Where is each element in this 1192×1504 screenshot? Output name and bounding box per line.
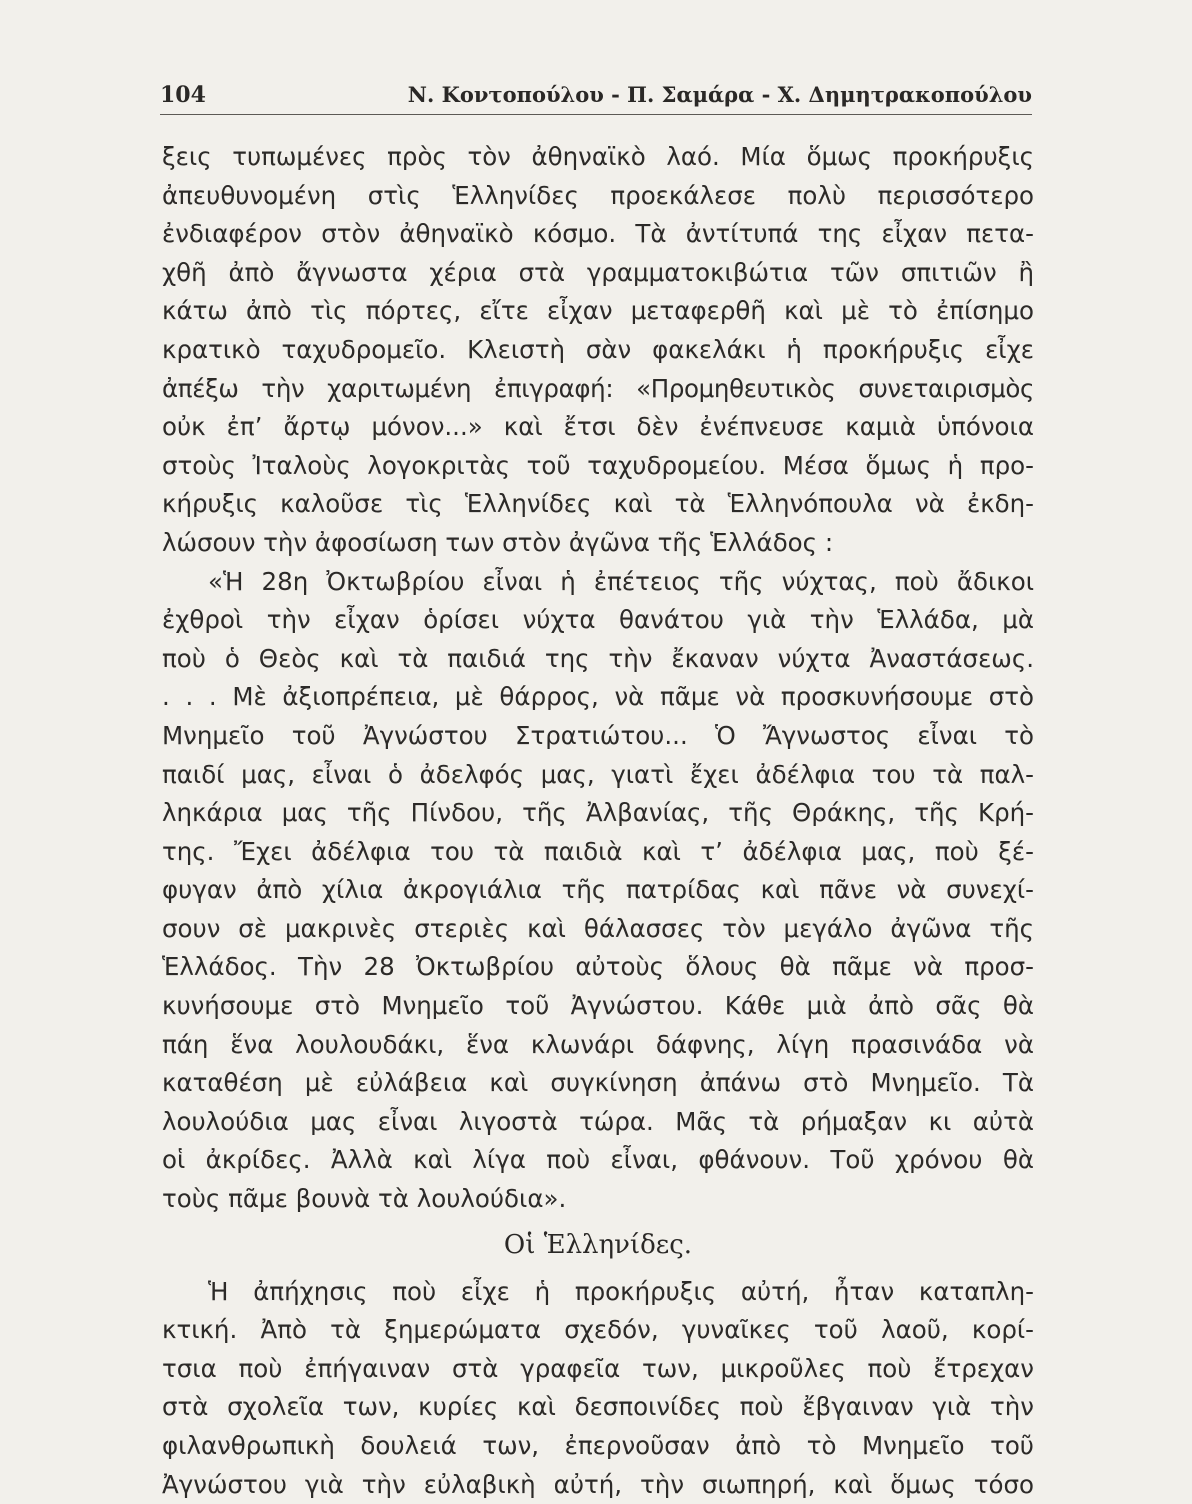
text-line: πάη ἕνα λουλουδάκι, ἕνα κλωνάρι δάφνης, λίγη πρασινάδα νὰ [162,1029,1034,1059]
text-line: σουν σὲ μακρινὲς στεριὲς καὶ θάλασσες τὸν μεγάλο ἀγῶνα τῆς [162,913,1034,943]
text-line: στοὺς Ἰταλοὺς λογοκριτὰς τοῦ ταχυδρομείου. Μέσα ὅμως ἡ προ- [162,450,1034,480]
text-line: Ἡ ἀπήχησις ποὺ εἶχε ἡ προκήρυξις αὐτή, ἦταν καταπλη- [208,1276,1034,1306]
text-line: κάτω ἀπὸ τὶς πόρτες, εἴτε εἶχαν μεταφερθῆ καὶ μὲ τὸ ἐπίσημο [162,296,1034,326]
proclamation-quote [162,563,1034,1219]
running-head-authors: Ν. Κοντοπούλου - Π. Σαμάρα - Χ. Δημητρακοπούλου [407,82,1032,107]
page-number: 104 [160,82,206,108]
text-line: ξεις τυπωμένες πρὸς τὸν ἀθηναϊκὸ λαό. Μία ὅμως προκήρυξις [162,142,1034,171]
text-line: οἱ ἀκρίδες. Ἀλλὰ καὶ λίγα ποὺ εἶναι, φθάνουν. Τοῦ χρόνου θὰ [162,1145,1034,1175]
text-line: ἀπέξω τὴν χαριτωμένη ἐπιγραφή: «Προμηθευτικὸς συνεταιρισμὸς [162,373,1034,403]
text-line: ἀπευθυνομένη στὶς Ἑλληνίδες προεκάλεσε πολὺ περισσότερο [162,180,1034,210]
text-line: «Ἡ 28η Ὀκτωβρίου εἶναι ἡ ἐπέτειος τῆς νύχτας, ποὺ ἄδικοι [208,566,1034,596]
paragraph-response [162,1273,1034,1504]
text-line: ἐχθροὶ τὴν εἶχαν ὁρίσει νύχτα θανάτου γιὰ τὴν Ἑλλάδα, μὰ [162,605,1034,635]
text-line: φιλανθρωπικὴ δουλειά των, ἐπερνοῦσαν ἀπὸ τὸ Μνημεῖο τοῦ [162,1431,1034,1460]
text-line: Ἀγνώστου γιὰ τὴν εὐλαβικὴ αὐτή, τὴν σιωπηρή, καὶ ὅμως τόσο [162,1469,1034,1499]
text-line: Μνημεῖο τοῦ Ἀγνώστου Στρατιώτου... Ὁ Ἄγνωστος εἶναι τὸ [162,720,1034,750]
text-line: κρατικὸ ταχυδρομεῖο. Κλειστὴ σὰν φακελάκι ἡ προκήρυξις εἶχε [162,334,1034,364]
text-line: στὰ σχολεῖα των, κυρίες καὶ δεσποινίδες ποὺ ἔβγαιναν γιὰ τὴν [162,1392,1034,1422]
text-line: λώσουν τὴν ἀφοσίωση των στὸν ἀγῶνα τῆς Ἑλλάδος : [162,527,834,557]
text-line: φυγαν ἀπὸ χίλια ἀκρογιάλια τῆς πατρίδας καὶ πᾶνε νὰ συνεχί- [162,875,1034,905]
text-line: ποὺ ὁ Θεὸς καὶ τὰ παιδιά της τὴν ἔκαναν νύχτα Ἀναστάσεως. [162,643,1034,673]
text-line: παιδί μας, εἶναι ὁ ἀδελφός μας, γιατὶ ἔχει ἀδέλφια του τὰ παλ- [162,759,1034,789]
text-line: της. Ἔχει ἀδέλφια του τὰ παιδιὰ καὶ τ’ ἀδέλφια μας, ποὺ ξέ- [162,836,1034,866]
text-line: . . . Μὲ ἀξιοπρέπεια, μὲ θάρρος, νὰ πᾶμε νὰ προσκυνήσουμε στὸ [162,682,1034,712]
text-line: κυνήσουμε στὸ Μνημεῖο τοῦ Ἀγνώστου. Κάθε μιὰ ἀπὸ σᾶς θὰ [162,991,1034,1021]
section-heading: Οἱ Ἑλληνίδες. [503,1229,693,1260]
text-line: τσια ποὺ ἐπήγαιναν στὰ γραφεῖα των, μικροῦλες ποὺ ἔτρεχαν [162,1353,1034,1383]
page-body [162,138,1034,1504]
text-line: κτική. Ἀπὸ τὰ ξημερώματα σχεδόν, γυναῖκες τοῦ λαοῦ, κορί- [162,1315,1034,1345]
page-header [160,80,1032,115]
text-line: ληκάρια μας τῆς Πίνδου, τῆς Ἀλβανίας, τῆς Θράκης, τῆς Κρή- [162,798,1034,828]
text-line: οὐκ ἐπ’ ἄρτῳ μόνον...» καὶ ἔτσι δὲν ἐνέπνευσε καμιὰ ὑπόνοια [162,412,1034,442]
paragraph-intro [162,138,1034,563]
text-line: καταθέση μὲ εὐλάβεια καὶ συγκίνηση ἀπάνω στὸ Μνημεῖο. Τὰ [162,1068,1034,1098]
text-line: τοὺς πᾶμε βουνὰ τὰ λουλούδια». [162,1184,567,1214]
text-line: ἐνδιαφέρον στὸν ἀθηναϊκὸ κόσμο. Τὰ ἀντίτυπά της εἶχαν πετα- [162,219,1034,249]
text-line: Ἑλλάδος. Τὴν 28 Ὀκτωβρίου αὐτοὺς ὅλους θὰ πᾶμε νὰ προσ- [162,952,1034,982]
text-line: λουλούδια μας εἶναι λιγοστὰ τώρα. Μᾶς τὰ ρήμαξαν κι αὐτὰ [162,1106,1034,1136]
text-line: χθῆ ἀπὸ ἄγνωστα χέρια στὰ γραμματοκιβώτια τῶν σπιτιῶν ἢ [162,257,1034,287]
text-line: κήρυξις καλοῦσε τὶς Ἑλληνίδες καὶ τὰ Ἑλληνόπουλα νὰ ἐκδη- [162,489,1034,519]
